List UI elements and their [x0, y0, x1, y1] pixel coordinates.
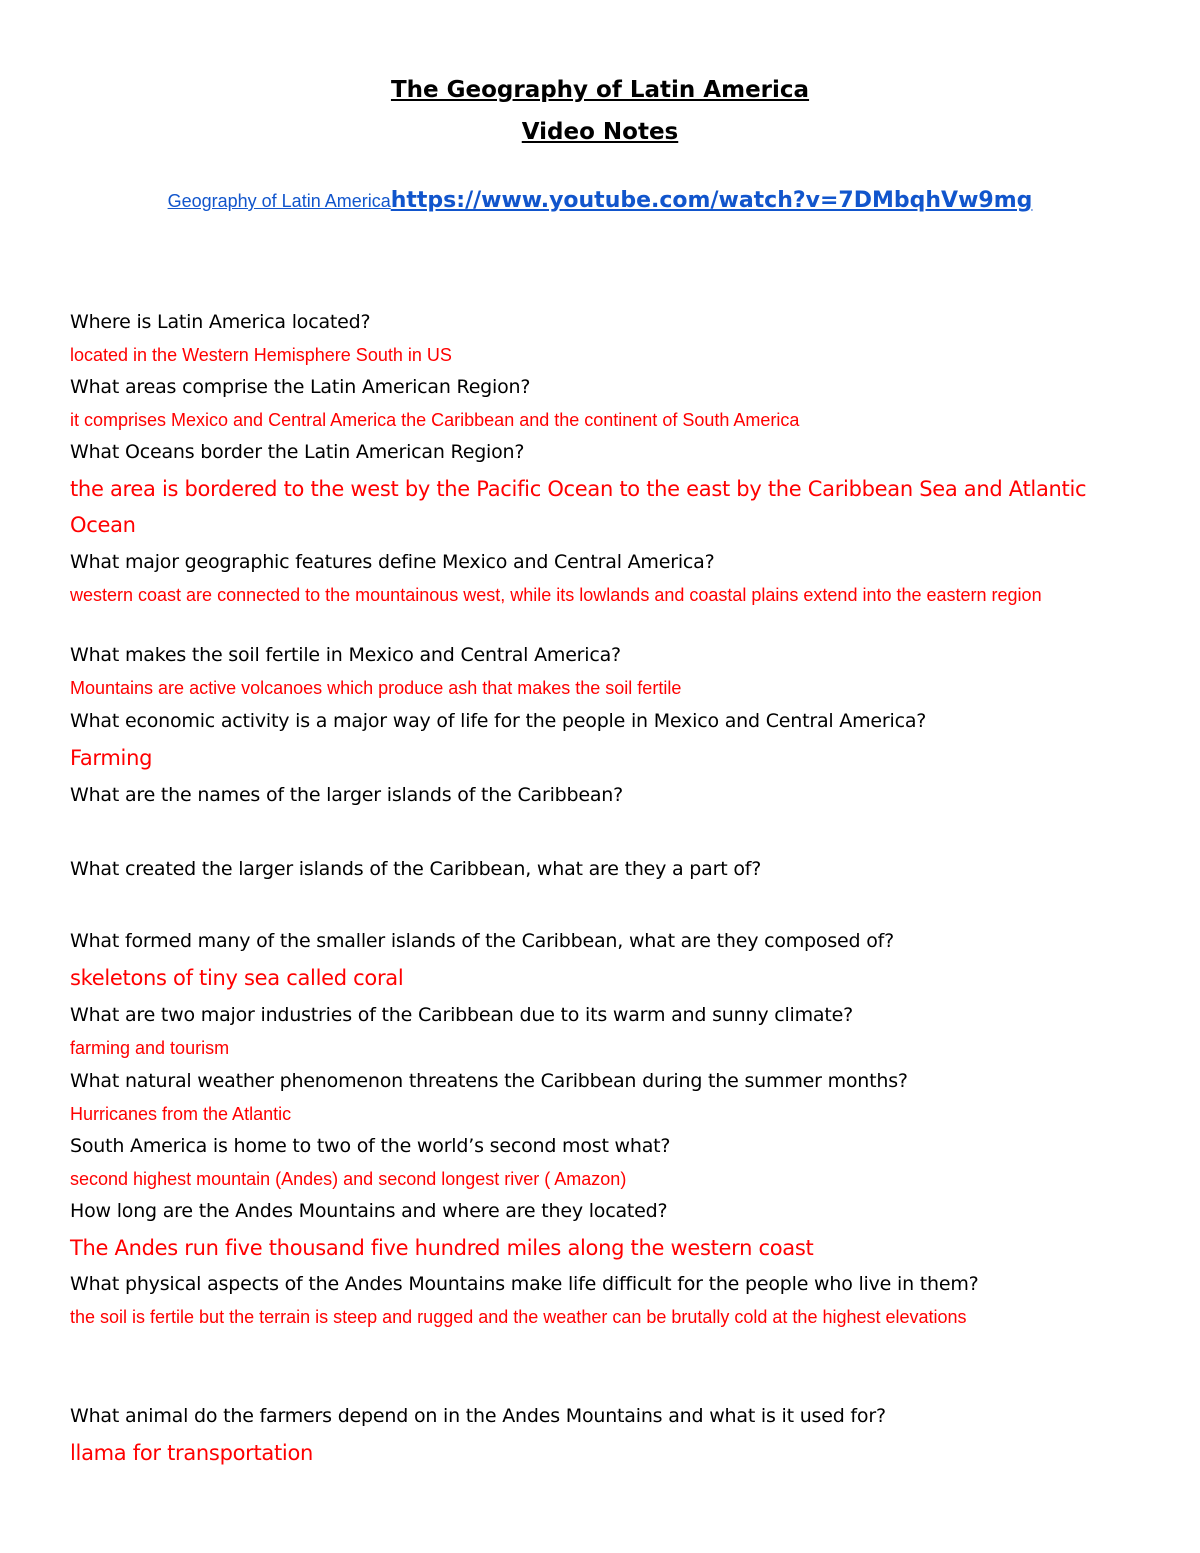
- answer-text: Farming: [70, 746, 153, 770]
- note-item: [70, 369, 1130, 435]
- note-item: [70, 851, 1130, 888]
- note-item: [70, 1266, 1130, 1332]
- document-title: The Geography of Latin America: [390, 77, 810, 103]
- note-item: [70, 1063, 1130, 1129]
- question-text: What animal do the farmers depend on in the Andes Mountains and what is it used for?: [70, 1405, 886, 1427]
- question-text: What are the names of the larger islands of the Caribbean?: [70, 784, 624, 806]
- answer-text: it comprises Mexico and Central America the Caribbean and the continent of South America: [70, 410, 800, 430]
- answer-text: Hurricanes from the Atlantic: [70, 1104, 292, 1124]
- note-item: [70, 637, 1130, 703]
- note-item: [70, 304, 1130, 370]
- question-text: Where is Latin America located?: [70, 311, 371, 333]
- note-item: [70, 997, 1130, 1063]
- answer-text: the soil is fertile but the terrain is steep and rugged and the weather can be brutally cold at the highest elevations: [70, 1307, 967, 1327]
- answer-text: western coast are connected to the mountainous west, while its lowlands and coastal plains extend into the eastern region: [70, 585, 1042, 605]
- answer-text: second highest mountain (Andes) and second longest river ( Amazon): [70, 1169, 627, 1189]
- question-text: What created the larger islands of the Caribbean, what are they a part of?: [70, 858, 762, 880]
- question-text: What makes the soil fertile in Mexico and Central America?: [70, 644, 621, 666]
- video-link-url[interactable]: https://www.youtube.com/watch?v=7DMbqhVw9mg: [390, 188, 1033, 213]
- question-text: What economic activity is a major way of life for the people in Mexico and Central America?: [70, 710, 927, 732]
- note-item: [70, 777, 1130, 814]
- note-item: [70, 434, 1130, 543]
- video-link-line: [0, 184, 1200, 219]
- answer-text: the area is bordered to the west by the Pacific Ocean to the east by the Caribbean Sea and Atlantic Ocean: [70, 477, 1087, 537]
- question-text: South America is home to two of the world’s second most what?: [70, 1135, 671, 1157]
- answer-text: llama for transportation: [70, 1441, 314, 1465]
- question-text: What Oceans border the Latin American Region?: [70, 441, 525, 463]
- question-text: How long are the Andes Mountains and where are they located?: [70, 1200, 668, 1222]
- document-subtitle: Video Notes: [521, 119, 679, 145]
- answer-text: Mountains are active volcanoes which produce ash that makes the soil fertile: [70, 678, 682, 698]
- question-text: What formed many of the smaller islands of the Caribbean, what are they composed of?: [70, 930, 895, 952]
- answer-text: skeletons of tiny sea called coral: [70, 966, 404, 990]
- note-item: [70, 1193, 1130, 1266]
- answer-text: farming and tourism: [70, 1038, 230, 1058]
- question-text: What areas comprise the Latin American Region?: [70, 376, 531, 398]
- note-item: [70, 923, 1130, 996]
- note-item: [70, 1398, 1130, 1471]
- note-item: [70, 544, 1130, 610]
- note-item: [70, 1128, 1130, 1194]
- question-text: What are two major industries of the Caribbean due to its warm and sunny climate?: [70, 1004, 853, 1026]
- answer-text: The Andes run five thousand five hundred miles along the western coast: [70, 1236, 814, 1260]
- answer-text: located in the Western Hemisphere South in US: [70, 345, 452, 365]
- video-link-label[interactable]: Geography of Latin America: [167, 191, 391, 211]
- note-item: [70, 703, 1130, 776]
- question-text: What physical aspects of the Andes Mountains make life difficult for the people who live in them?: [70, 1273, 979, 1295]
- question-text: What natural weather phenomenon threatens the Caribbean during the summer months?: [70, 1070, 908, 1092]
- question-text: What major geographic features define Mexico and Central America?: [70, 551, 715, 573]
